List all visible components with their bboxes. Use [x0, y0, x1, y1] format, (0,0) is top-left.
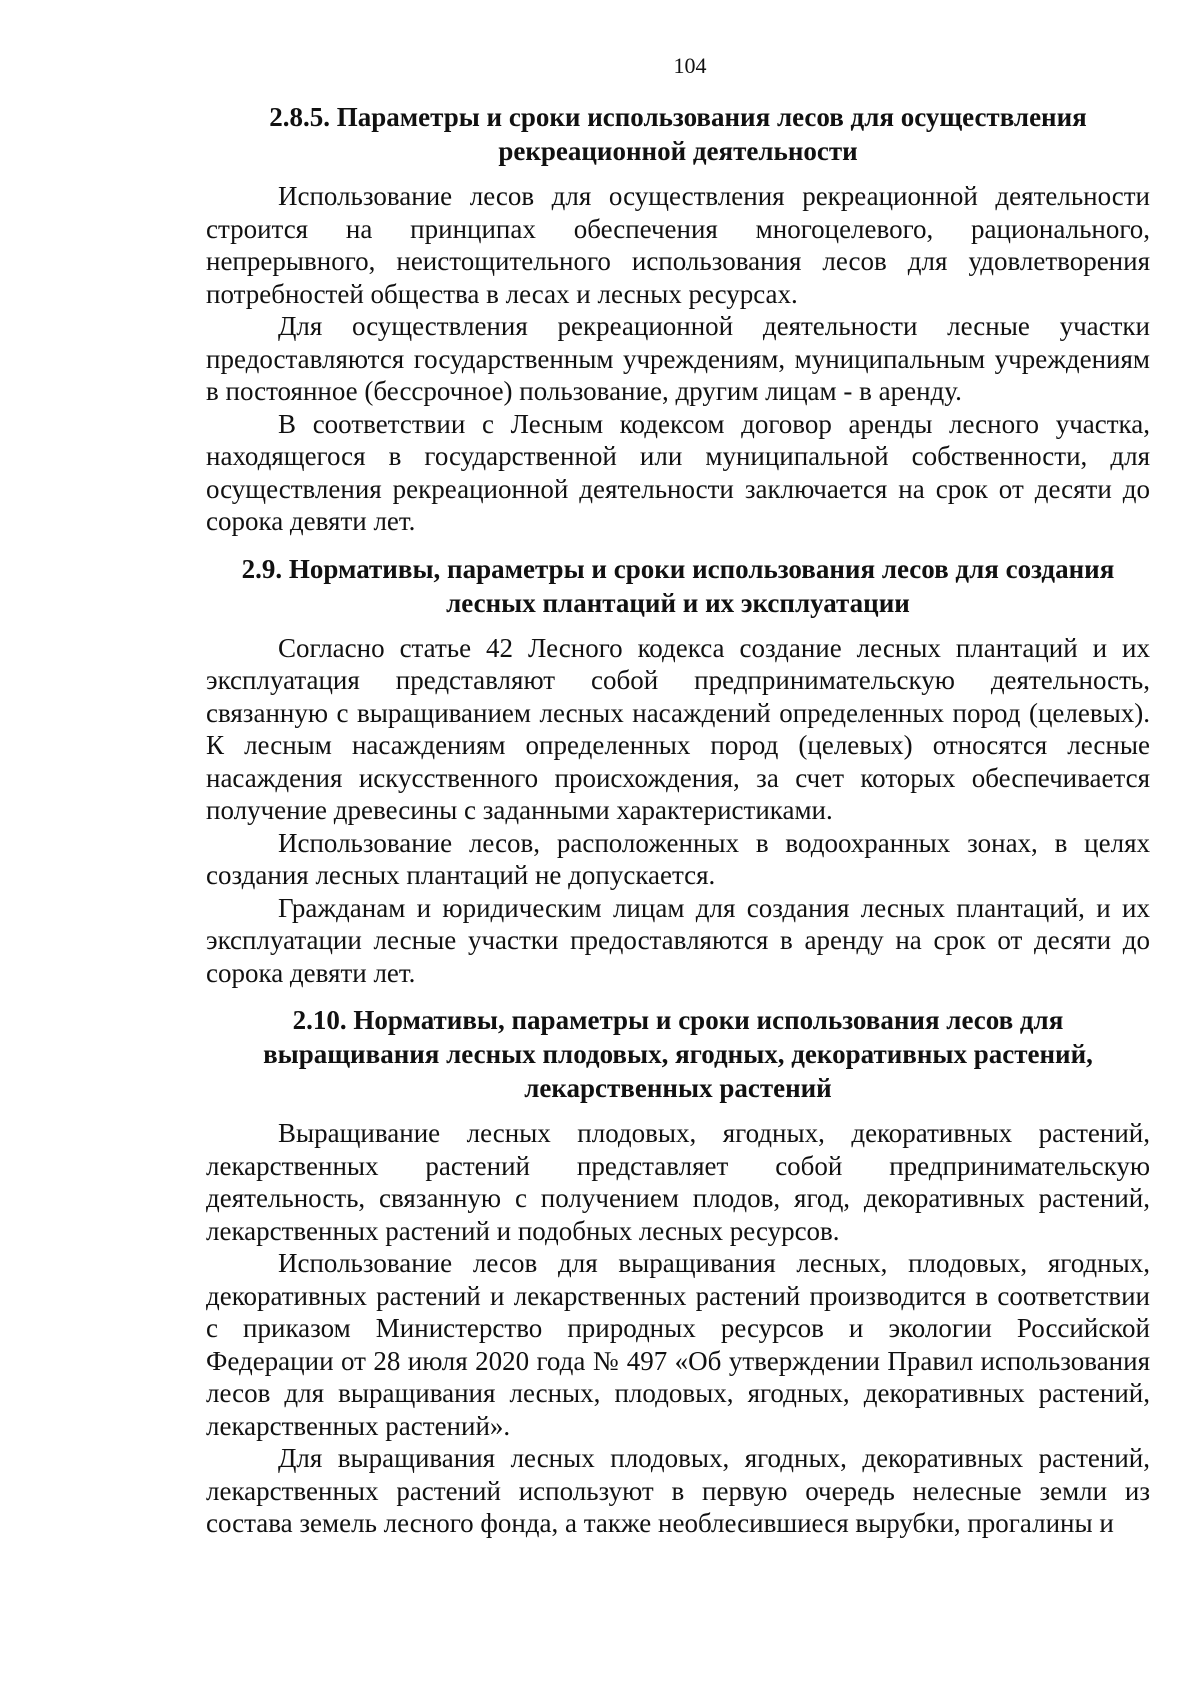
paragraph: Для осуществления рекреационной деятельности лесные участки предоставляются государственным учреждениям, муниципальным учреждениям в постоянное (бессрочное) пользование, другим лицам - в аренду.	[206, 311, 1150, 406]
paragraph: Использование лесов для осуществления рекреационной деятельности строится на принципах обеспечения многоцелевого, рационального, непрерывного, неистощительного использования лесов для удовлетворения потребностей общества в лесах и лесных ресурсах.	[206, 181, 1150, 309]
paragraph: В соответствии с Лесным кодексом договор аренды лесного участка, находящегося в государственной или муниципальной собственности, для осуществления рекреационной деятельности заключается на срок от десяти до сорока девяти лет.	[206, 408, 1150, 536]
section-heading: 2.9. Нормативы, параметры и сроки использования лесов для создания лесных плантаций и их эксплуатации	[241, 553, 1115, 618]
paragraph: Использование лесов для выращивания лесных, плодовых, ягодных, декоративных растений и лекарственных растений производится в соответствии с приказом Министерство природных ресурсов и экологии Российской Федерации от 28 июля 2020 года № 497 «Об утверждении Правил использования лесов для выращивания лесных, плодовых, ягодных, декоративных растений, лекарственных растений».	[206, 1248, 1150, 1441]
paragraph: Выращивание лесных плодовых, ягодных, декоративных растений, лекарственных растений представляет собой предпринимательскую деятельность, связанную с получением плодов, ягод, декоративных растений, лекарственных растений и подобных лесных ресурсов.	[206, 1118, 1150, 1246]
section-2-10	[206, 1003, 1150, 1540]
page-number: 104	[673, 53, 707, 78]
section-2-8-5	[206, 100, 1150, 538]
section-heading: 2.10. Нормативы, параметры и сроки использования лесов для выращивания лесных плодовых, ягодных, декоративных растений, лекарственных растений	[263, 1005, 1093, 1103]
paragraph: Использование лесов, расположенных в водоохранных зонах, в целях создания лесных плантаций не допускается.	[206, 827, 1150, 890]
section-2-9	[206, 552, 1150, 990]
document-page	[206, 52, 1150, 1554]
paragraph: Гражданам и юридическим лицам для создания лесных плантаций, и их эксплуатации лесные участки предоставляются в аренду на срок от десяти до сорока девяти лет.	[206, 892, 1150, 988]
paragraph: Для выращивания лесных плодовых, ягодных, декоративных растений, лекарственных растений используют в первую очередь нелесные земли из состава земель лесного фонда, а также необлесившиеся вырубки, прогалины и	[206, 1443, 1150, 1538]
paragraph: Согласно статье 42 Лесного кодекса создание лесных плантаций и их эксплуатация представляют собой предпринимательскую деятельность, связанную с выращиванием лесных насаждений определенных пород (целевых). К лесным насаждениям определенных пород (целевых) относятся лесные насаждения искусственного происхождения, за счет которых обеспечивается получение древесины с заданными характеристиками.	[206, 632, 1150, 825]
section-heading: 2.8.5. Параметры и сроки использования лесов для осуществления рекреационной деятельности	[269, 102, 1087, 166]
